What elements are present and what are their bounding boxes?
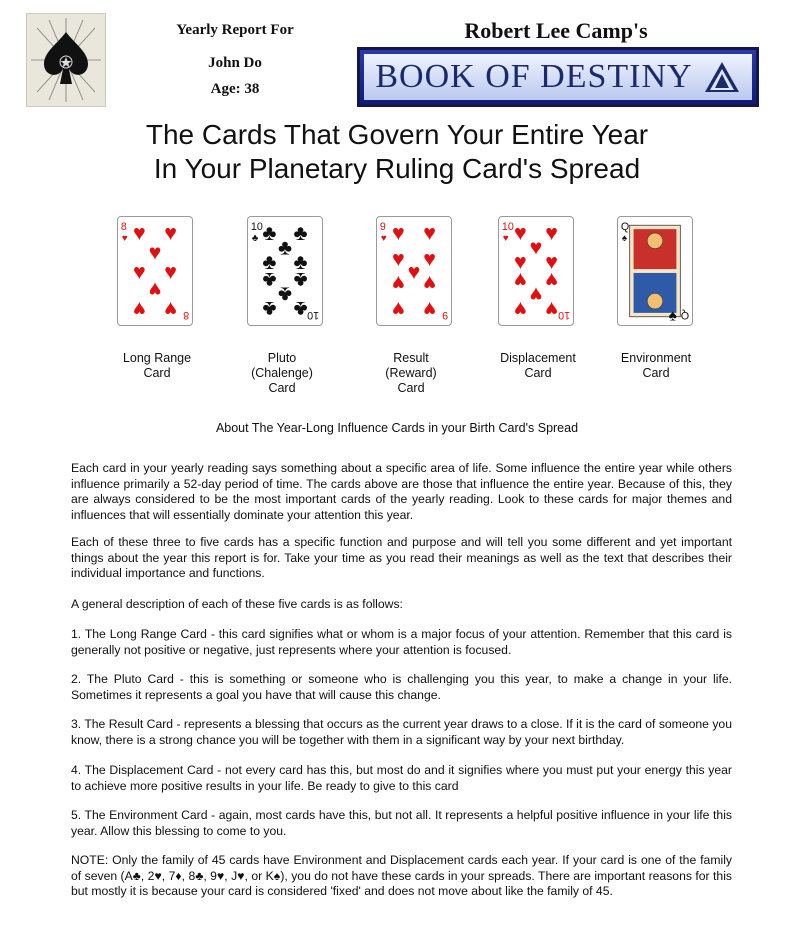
report-title: Yearly Report For (176, 22, 294, 38)
card-pip: ♣ (262, 267, 277, 292)
person-age: Age: 38 (210, 81, 260, 97)
label-pluto: Pluto (Chalenge) Card (251, 351, 313, 395)
card-pip: ♥ (514, 267, 527, 292)
label-result: Result (Reward) Card (385, 351, 437, 395)
card-rank-bottom: Q (680, 308, 690, 321)
card-pip: ♥ (133, 259, 146, 284)
card-long-range (117, 216, 193, 326)
label-displacement: Displacement Card (500, 351, 576, 380)
queen-face-inverted (647, 293, 663, 309)
card-rank-top: 8 (120, 221, 127, 234)
book-of-destiny-banner (357, 47, 759, 107)
brand-product: BOOK OF DESTINY (375, 58, 693, 95)
card-pip: ♥ (545, 220, 558, 245)
card-pluto (247, 216, 323, 326)
card-pip: ♥ (545, 267, 558, 292)
pyramid-icon (703, 60, 741, 94)
card-pip: ♥ (392, 220, 405, 245)
card-pip: ♥ (164, 259, 177, 284)
card-rank-bottom: 9 (442, 308, 449, 321)
card-rank-bottom: 10 (307, 308, 320, 321)
paragraph-result: 3. The Result Card - represents a blessing that occurs as the current year draws to a close. If it is the card of someone you know, there is a strong chance you will be together with them in a significant way by your next birthday. (71, 717, 732, 747)
card-suit-top: ♣ (251, 232, 259, 244)
card-pip: ♣ (262, 250, 277, 275)
paragraph-displacement: 4. The Displacement Card - not every card has this, but most do and it signifies where you must put your energy this year to achieve more positive results in your life. Be ready to give to this card (71, 763, 732, 793)
card-pip: ♣ (277, 235, 293, 260)
card-rank-top: 10 (501, 221, 514, 234)
card-pip: ♥ (133, 220, 146, 245)
label-long-range: Long Range Card (122, 351, 192, 380)
ten-of-hearts-card (499, 217, 573, 325)
ten-of-clubs-card (248, 217, 322, 325)
card-pip: ♣ (293, 220, 308, 245)
queen-of-spades-card (618, 217, 692, 325)
card-rank-top: 10 (250, 221, 263, 234)
card-pip: ♥ (423, 220, 436, 245)
card-pip: ♥ (392, 270, 405, 295)
paragraph-long-range: 1. The Long Range Card - this card signifies what or whom is a major focus of your attention. Remember that this card is generally not positive or negative, just represents where your attention is focused. (71, 627, 732, 657)
paragraph-intro: Each card in your yearly reading says something about a specific area of life. Some influence the entire year while others influence primarily a 52-day period of time. The cards above are those that influence the entire year. Because of this, they are always considered to be the most important cards of the yearly reading. Look to these cards for major themes and influences that will essentially dominate your attention this year. (71, 461, 732, 522)
card-pip: ♥ (514, 297, 527, 322)
card-pip: ♥ (514, 250, 527, 275)
card-pip: ♣ (293, 250, 308, 275)
queen-face (647, 233, 663, 249)
paragraph-note: NOTE: Only the family of 45 cards have Environment and Displacement cards each year. If your card is one of the family of seven (A♣, 2♥, 7♦, 8♣, 9♥, J♥, or K♠), you do not have these cards in your spreads. There are important reasons for this but mostly it is because your card is considered 'fixed' and does not move about like the family of 45. (71, 853, 732, 898)
card-pip: ♥ (514, 220, 527, 245)
card-pip: ♥ (545, 297, 558, 322)
card-pip: ♥ (407, 259, 421, 284)
brand-author: Robert Lee Camp's (464, 18, 648, 43)
card-pip: ♥ (529, 235, 543, 260)
card-suit-top: ♠ (621, 232, 628, 244)
section-subtitle: About The Year-Long Influence Cards in your Birth Card's Spread (215, 421, 579, 435)
card-pip: ♣ (277, 282, 293, 307)
title-line-2: In Your Planetary Ruling Card's Spread (153, 153, 641, 184)
card-pip: ♣ (293, 267, 308, 292)
label-environment: Environment Card (620, 351, 692, 380)
title-line-1: The Cards That Govern Your Entire Year (145, 119, 649, 150)
paragraph-pluto: 2. The Pluto Card - this is something or someone who is challenging you this year, to make a change in your life. Sometimes it represents a goal you have that will cause this change. (71, 672, 732, 702)
page-title (0, 118, 794, 186)
spade-logo (26, 13, 106, 107)
card-suit-top: ♥ (502, 232, 509, 244)
paragraph-functions: Each of these three to five cards has a specific function and purpose and will tell you some different and yet important things about the year this report is for. Take your time as you read their meanings as well as the text that describes their individual importance and functions. (71, 535, 732, 580)
card-environment (617, 216, 693, 326)
card-pip: ♥ (392, 247, 405, 272)
card-result (376, 216, 452, 326)
card-rank-top: 9 (379, 221, 386, 234)
card-rank-bottom: 10 (558, 308, 571, 321)
card-pip: ♥ (148, 240, 162, 265)
card-pip: ♥ (164, 220, 177, 245)
paragraph-environment: 5. The Environment Card - again, most cards have this, but not all. It represents a helpful positive influence in your life this year. Allow this blessing to come to you. (71, 808, 732, 838)
paragraph-general: A general description of each of these five cards is as follows: (71, 597, 403, 611)
card-rank-bottom: 8 (183, 308, 190, 321)
card-rank-top: Q (620, 221, 630, 234)
person-name: John Do (208, 55, 262, 71)
card-suit-top: ♥ (380, 232, 387, 244)
eight-of-hearts-card (118, 217, 192, 325)
card-pip: ♥ (423, 297, 436, 322)
card-displacement (498, 216, 574, 326)
card-pip: ♥ (164, 297, 177, 322)
card-pip: ♣ (262, 297, 277, 322)
card-pip: ♥ (392, 297, 405, 322)
card-pip: ♥ (529, 282, 543, 307)
card-suit-top: ♥ (121, 232, 128, 244)
nine-of-hearts-card (377, 217, 451, 325)
card-pip: ♥ (423, 247, 436, 272)
card-pip: ♣ (293, 297, 308, 322)
card-pip: ♥ (423, 270, 436, 295)
card-suit-center: ♠ (668, 307, 677, 325)
card-pip: ♥ (148, 277, 162, 302)
card-pip: ♥ (545, 250, 558, 275)
card-pip: ♥ (133, 297, 146, 322)
card-pip: ♣ (262, 220, 277, 245)
